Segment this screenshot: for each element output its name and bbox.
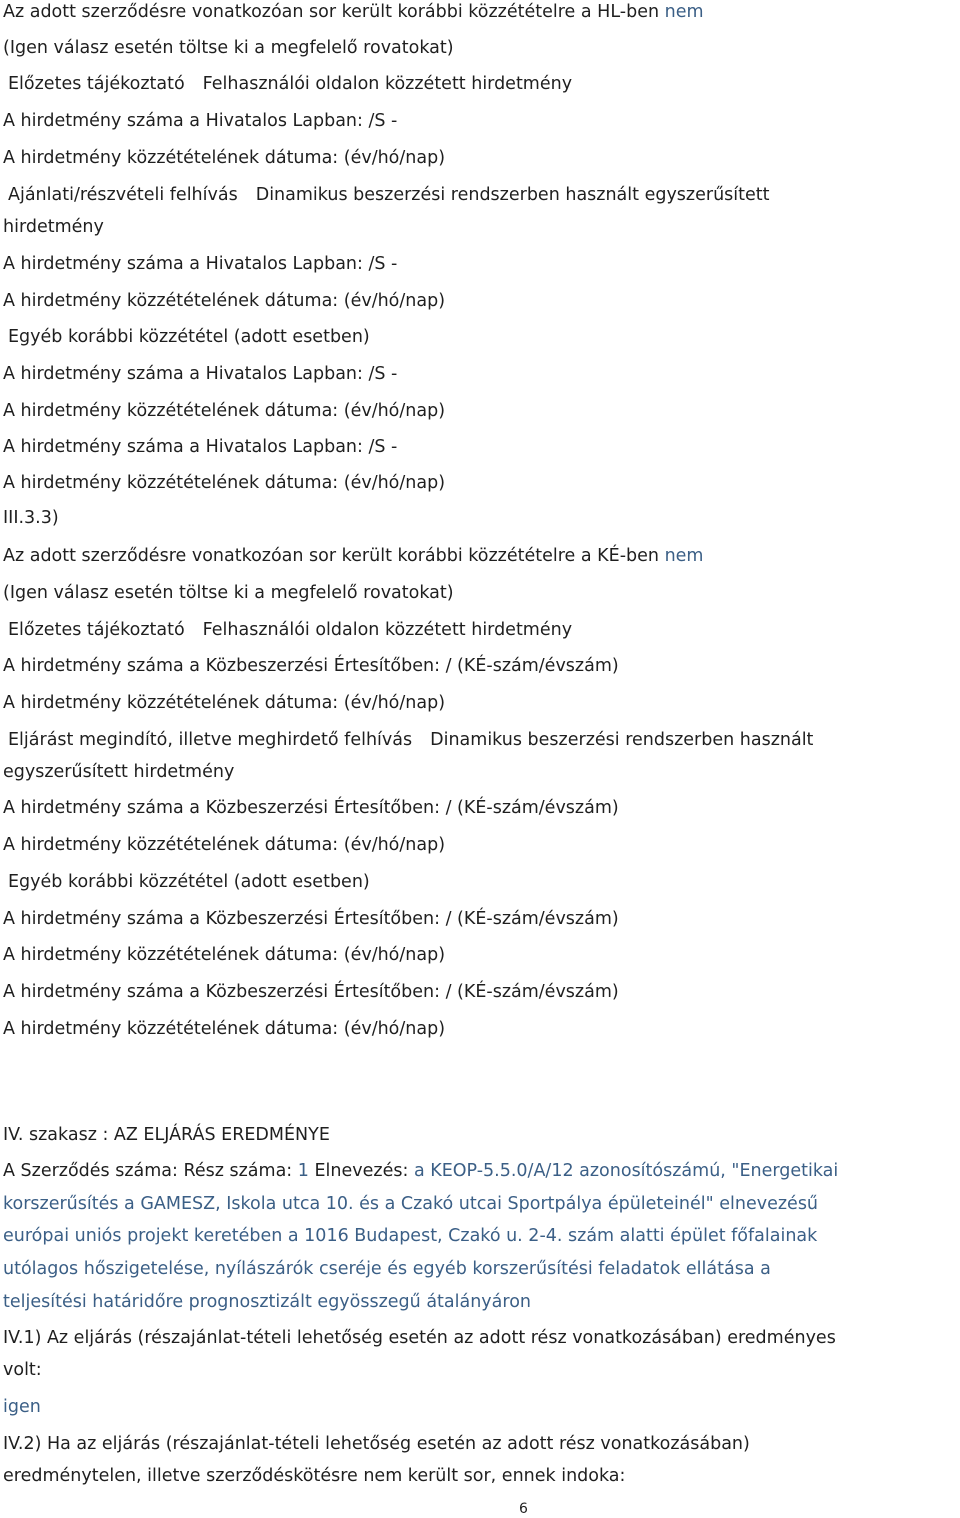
hl-option-3: Egyéb korábbi közzététel (adott esetben) [8, 327, 370, 347]
page-number: 6 [519, 1501, 528, 1517]
iv2-question-cont: eredménytelen, illetve szerződéskötésre nem került sor, ennek indoka: [3, 1466, 626, 1486]
ke-option-2-cont: egyszerűsített hirdetmény [3, 762, 235, 782]
hl-option-2-cont: hirdetmény [3, 217, 104, 237]
hl-notice-number: A hirdetmény száma a Hivatalos Lapban: /S - [3, 111, 398, 131]
iv2-question: IV.2) Ha az eljárás (részajánlat-tételi lehetőség esetén az adott rész vonatkozásában) [3, 1434, 750, 1454]
hl-hint: (Igen válasz esetén töltse ki a megfelelő rovatokat) [3, 38, 454, 58]
ke-notice-number: A hirdetmény száma a Közbeszerzési Értesítőben: / (KÉ-szám/évszám) [3, 656, 619, 676]
hl-notice-date: A hirdetmény közzétételének dátuma: (év/hó/nap) [3, 401, 446, 421]
contract-name-line: utólagos hőszigetelése, nyílászárók cseréje és egyéb korszerűsítési feladatok ellátása a [3, 1259, 771, 1279]
ke-hint: (Igen válasz esetén töltse ki a megfelelő rovatokat) [3, 583, 454, 603]
section-iv-heading: IV. szakasz : AZ ELJÁRÁS EREDMÉNYE [3, 1125, 330, 1145]
hl-notice-number: A hirdetmény száma a Hivatalos Lapban: /S - [3, 437, 398, 457]
section-label: III.3.3) [3, 508, 59, 528]
ke-option-3: Egyéb korábbi közzététel (adott esetben) [8, 872, 370, 892]
ke-option-1: Előzetes tájékoztató Felhasználói oldalon közzétett hirdetmény [8, 620, 573, 640]
hl-notice-number: A hirdetmény száma a Hivatalos Lapban: /S - [3, 254, 398, 274]
hl-notice-date: A hirdetmény közzétételének dátuma: (év/hó/nap) [3, 148, 446, 168]
ke-option-2: Eljárást megindító, illetve meghirdető felhívás Dinamikus beszerzési rendszerben használt [8, 730, 814, 750]
ke-notice-date: A hirdetmény közzétételének dátuma: (év/hó/nap) [3, 835, 446, 855]
contract-name-line: korszerűsítés a GAMESZ, Iskola utca 10. és a Czakó utcai Sportpálya épületeinél" elnevezésű [3, 1194, 819, 1214]
contract-line: A Szerződés száma: Rész száma: 1 Elnevezés: a KEOP-5.5.0/A/12 azonosítószámú, "Energetikai [3, 1161, 839, 1181]
ke-question: Az adott szerződésre vonatkozóan sor került korábbi közzétételre a KÉ-ben nem [3, 546, 704, 566]
ke-notice-date: A hirdetmény közzétételének dátuma: (év/hó/nap) [3, 945, 446, 965]
ke-answer: nem [664, 546, 704, 566]
hl-option-2: Ajánlati/részvételi felhívás Dinamikus beszerzési rendszerben használt egyszerűsített [8, 185, 770, 205]
hl-answer: nem [664, 2, 704, 22]
hl-notice-date: A hirdetmény közzétételének dátuma: (év/hó/nap) [3, 291, 446, 311]
ke-notice-date: A hirdetmény közzétételének dátuma: (év/hó/nap) [3, 1019, 446, 1039]
contract-name-line: teljesítési határidőre prognosztizált egyösszegű átalányáron [3, 1292, 531, 1312]
part-number: 1 [297, 1161, 309, 1181]
ke-notice-number: A hirdetmény száma a Közbeszerzési Értesítőben: / (KÉ-szám/évszám) [3, 798, 619, 818]
iv1-question: IV.1) Az eljárás (részajánlat-tételi lehetőség esetén az adott rész vonatkozásában) eredményes [3, 1328, 836, 1348]
hl-notice-date: A hirdetmény közzétételének dátuma: (év/hó/nap) [3, 473, 446, 493]
hl-option-1: Előzetes tájékoztató Felhasználói oldalon közzétett hirdetmény [8, 74, 573, 94]
ke-notice-number: A hirdetmény száma a Közbeszerzési Értesítőben: / (KÉ-szám/évszám) [3, 909, 619, 929]
ke-notice-date: A hirdetmény közzétételének dátuma: (év/hó/nap) [3, 693, 446, 713]
ke-notice-number: A hirdetmény száma a Közbeszerzési Értesítőben: / (KÉ-szám/évszám) [3, 982, 619, 1002]
hl-question: Az adott szerződésre vonatkozóan sor került korábbi közzétételre a HL-ben nem [3, 2, 704, 22]
iv1-answer: igen [3, 1397, 41, 1417]
hl-notice-number: A hirdetmény száma a Hivatalos Lapban: /S - [3, 364, 398, 384]
iv1-question-cont: volt: [3, 1360, 42, 1380]
contract-name-line: a KEOP-5.5.0/A/12 azonosítószámú, "Energetikai [413, 1161, 839, 1181]
contract-name-line: európai uniós projekt keretében a 1016 Budapest, Czakó u. 2-4. szám alatti épület főfalainak [3, 1226, 818, 1246]
